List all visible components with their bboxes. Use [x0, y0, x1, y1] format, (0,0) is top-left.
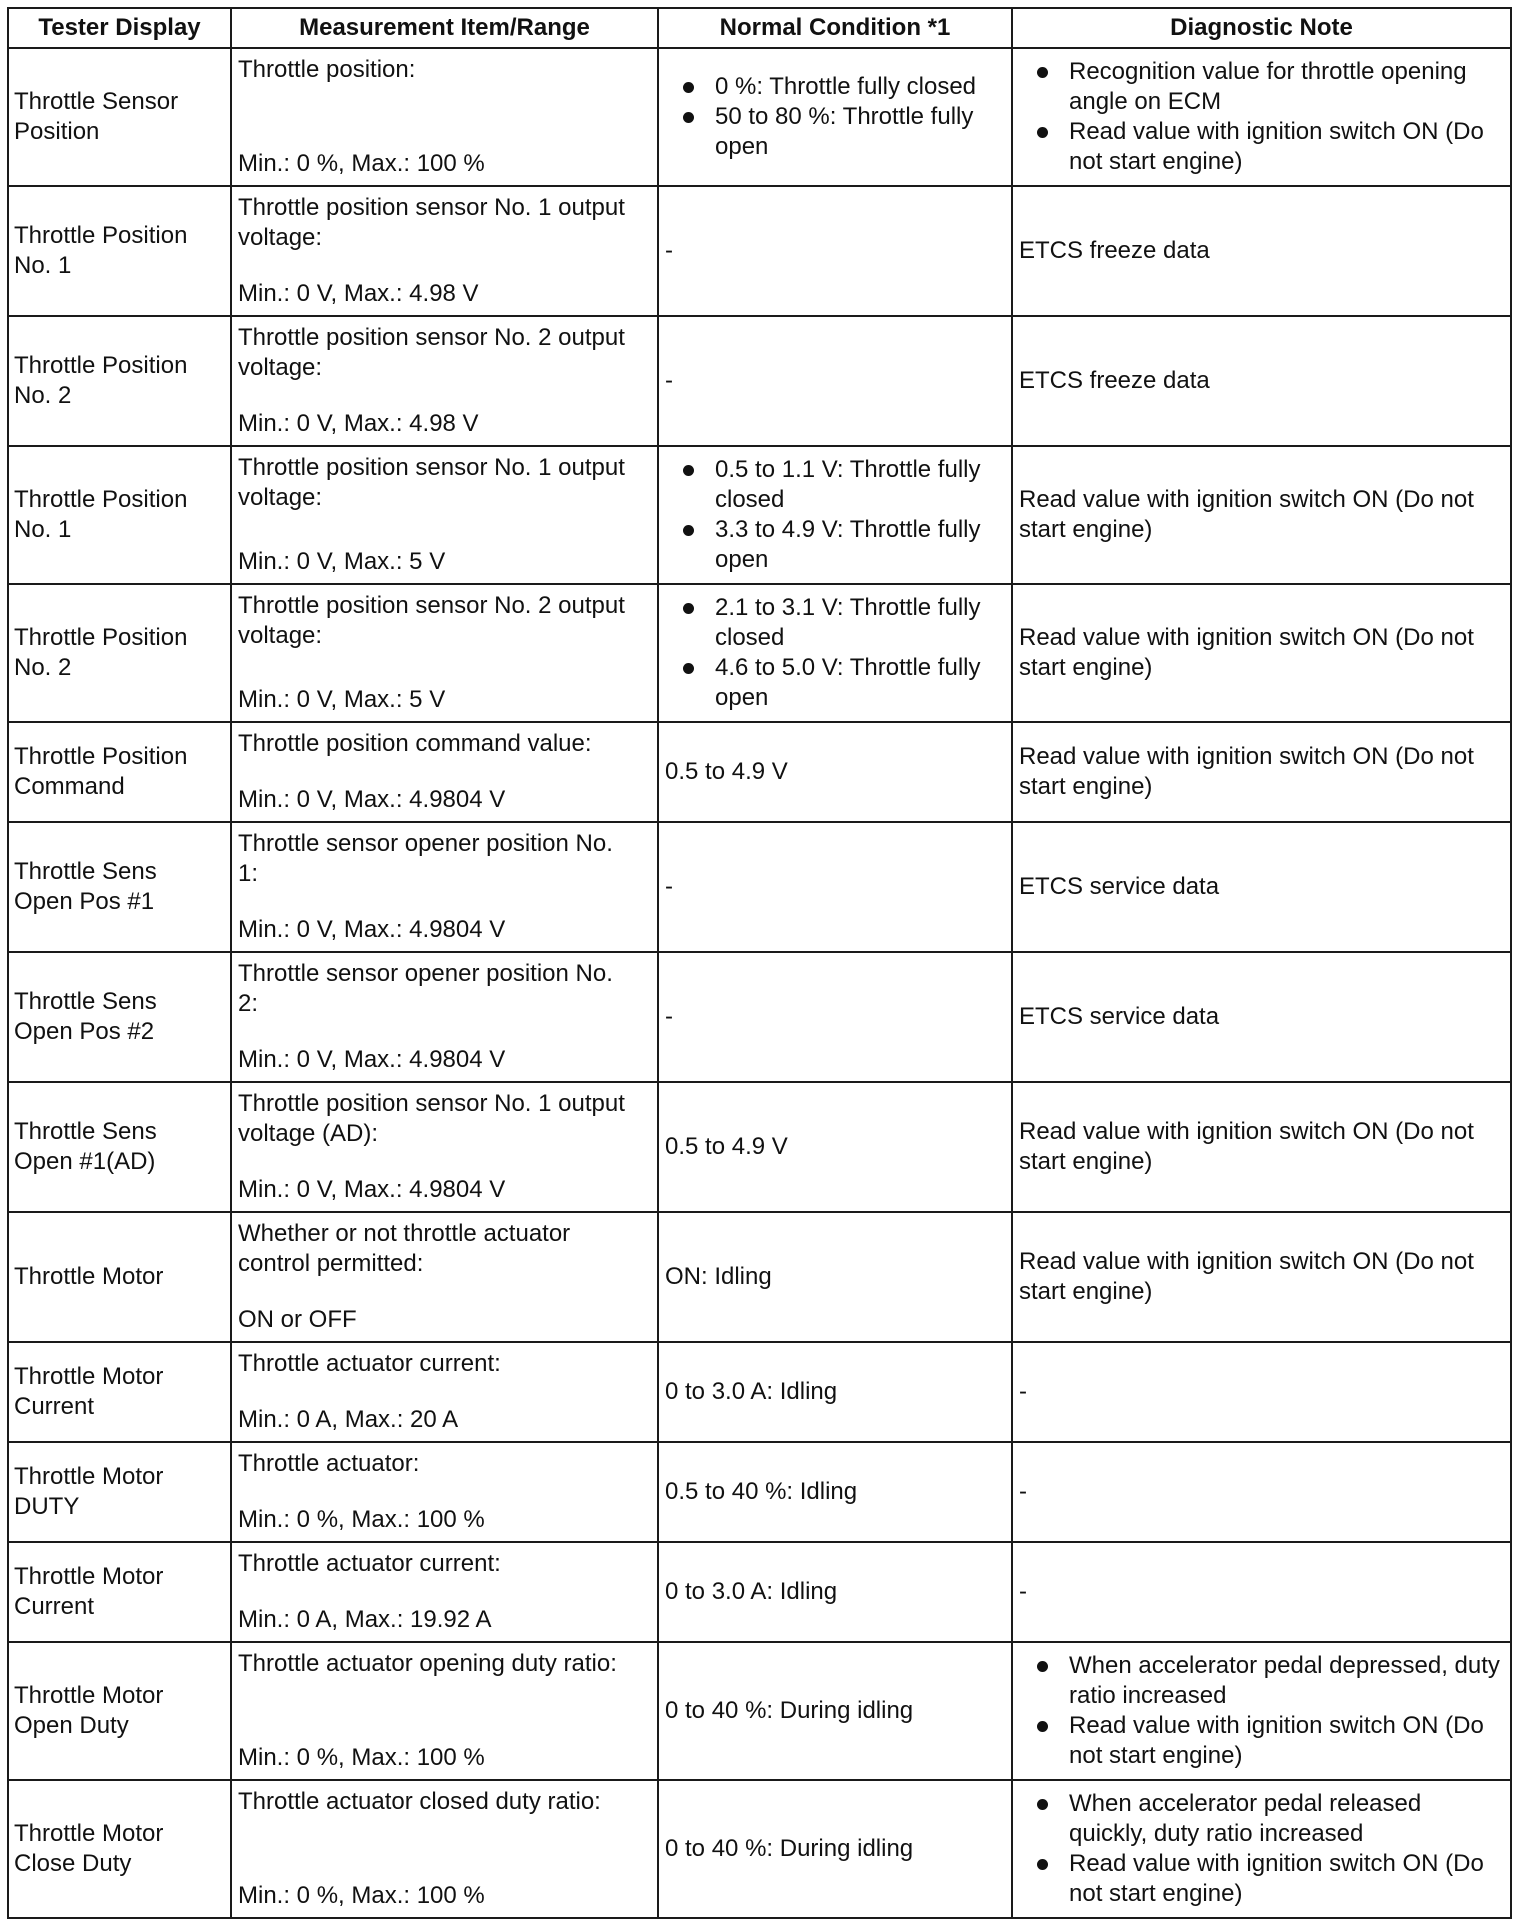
measurement-item-line: Throttle position command value:	[238, 730, 592, 757]
tester-display-cell	[8, 316, 231, 446]
tester-display-line: Open Pos #2	[14, 1018, 155, 1045]
measurement-item-line: Whether or not throttle actuator	[238, 1220, 571, 1247]
table-row	[8, 584, 1511, 722]
table-row	[8, 316, 1511, 446]
tester-display-line: Current	[14, 1593, 95, 1620]
measurement-item	[238, 829, 651, 889]
measurement-range: Min.: 0 A, Max.: 19.92 A	[238, 1606, 492, 1633]
tester-display-line: Throttle Motor	[14, 1263, 164, 1290]
normal-condition-cell	[658, 446, 1012, 584]
measurement-content	[238, 1781, 651, 1915]
tester-display-cell	[8, 1442, 231, 1542]
note-text: -	[1019, 1378, 1027, 1405]
measurement-item	[238, 323, 651, 383]
measurement-item-line: voltage:	[238, 484, 323, 511]
measurement-item-line: voltage:	[238, 622, 323, 649]
measurement-item	[238, 1549, 651, 1579]
tester-display-line: Throttle Motor	[14, 1563, 164, 1590]
diagnostic-note-cell	[1012, 316, 1511, 446]
measurement-content	[238, 1543, 651, 1639]
measurement-item-line: voltage:	[238, 354, 323, 381]
diagnostic-note-cell	[1012, 1642, 1511, 1780]
note-bullet-list	[1019, 1789, 1504, 1909]
condition-bullet-list	[665, 455, 1005, 575]
diagnostic-note-cell	[1012, 1780, 1511, 1918]
measurement-content	[238, 1343, 651, 1439]
normal-condition-cell	[658, 1780, 1012, 1918]
diagnostic-note-cell	[1012, 822, 1511, 952]
table-row	[8, 952, 1511, 1082]
diagnostic-note-cell	[1012, 48, 1511, 186]
tester-display-line: No. 1	[14, 252, 72, 279]
condition-bullet: 2.1 to 3.1 V: Throttle fully closed	[679, 593, 1005, 653]
measurement-cell	[231, 1780, 658, 1918]
table-row	[8, 1780, 1511, 1918]
note-text: Read value with ignition switch ON (Do not start engine)	[1019, 743, 1474, 800]
note-bullet: Read value with ignition switch ON (Do not start engine)	[1033, 117, 1504, 177]
table-row	[8, 1082, 1511, 1212]
tester-display-line: Throttle Position	[14, 743, 188, 770]
measurement-cell	[231, 584, 658, 722]
note-text: Read value with ignition switch ON (Do not start engine)	[1019, 624, 1474, 681]
measurement-item-line: Throttle position sensor No. 1 output	[238, 1090, 625, 1117]
condition-text: -	[665, 1003, 673, 1030]
measurement-item	[238, 729, 651, 759]
condition-bullet: 3.3 to 4.9 V: Throttle fully open	[679, 515, 1005, 575]
measurement-item	[238, 959, 651, 1019]
condition-text: 0 to 3.0 A: Idling	[665, 1578, 838, 1605]
note-bullet-list	[1019, 1651, 1504, 1771]
tester-display-line: Throttle Position	[14, 624, 188, 651]
table-row	[8, 722, 1511, 822]
measurement-content	[238, 447, 651, 581]
diagnostic-note-cell	[1012, 186, 1511, 316]
measurement-item-line: Throttle actuator closed duty ratio:	[238, 1788, 601, 1815]
measurement-cell	[231, 1212, 658, 1342]
measurement-cell	[231, 1082, 658, 1212]
condition-text: 0.5 to 40 %: Idling	[665, 1478, 858, 1505]
tester-display-line: Throttle Motor	[14, 1363, 164, 1390]
condition-text: 0 to 40 %: During idling	[665, 1835, 914, 1862]
note-text: ETCS freeze data	[1019, 237, 1210, 264]
header-row	[8, 8, 1511, 48]
tester-display-cell	[8, 1542, 231, 1642]
tester-display-line: Open #1(AD)	[14, 1148, 156, 1175]
data-list-table	[7, 7, 1512, 1919]
measurement-item-line: Throttle actuator current:	[238, 1350, 501, 1377]
tester-display-line: No. 2	[14, 654, 72, 681]
normal-condition-cell	[658, 186, 1012, 316]
diagnostic-note-cell	[1012, 722, 1511, 822]
normal-condition-cell	[658, 584, 1012, 722]
note-text: ETCS freeze data	[1019, 367, 1210, 394]
measurement-content	[238, 1443, 651, 1539]
measurement-range: Min.: 0 V, Max.: 4.98 V	[238, 280, 479, 307]
tester-display-line: DUTY	[14, 1493, 80, 1520]
note-text: Read value with ignition switch ON (Do not start engine)	[1019, 1248, 1474, 1305]
measurement-cell	[231, 316, 658, 446]
measurement-range: Min.: 0 V, Max.: 4.98 V	[238, 410, 479, 437]
measurement-item-line: Throttle position sensor No. 1 output	[238, 194, 625, 221]
measurement-content	[238, 1643, 651, 1777]
header-diagnostic-note: Diagnostic Note	[1012, 8, 1511, 48]
condition-text: -	[665, 237, 673, 264]
measurement-item-line: Throttle sensor opener position No.	[238, 960, 613, 987]
measurement-cell	[231, 1642, 658, 1780]
tester-display-line: Throttle Motor	[14, 1820, 164, 1847]
measurement-item-line: Throttle position:	[238, 56, 416, 83]
tester-display-line: Throttle Sens	[14, 1118, 157, 1145]
measurement-cell	[231, 952, 658, 1082]
tester-display-cell	[8, 1342, 231, 1442]
measurement-item	[238, 1089, 651, 1149]
note-bullet: Read value with ignition switch ON (Do not start engine)	[1033, 1711, 1504, 1771]
measurement-item	[238, 193, 651, 253]
condition-text: ON: Idling	[665, 1263, 772, 1290]
diagnostic-note-cell	[1012, 1342, 1511, 1442]
tester-display-line: Throttle Sens	[14, 988, 157, 1015]
measurement-content	[238, 723, 651, 819]
measurement-range: Min.: 0 %, Max.: 100 %	[238, 1882, 485, 1909]
header-normal-condition: Normal Condition *1	[658, 8, 1012, 48]
measurement-range: Min.: 0 %, Max.: 100 %	[238, 1744, 485, 1771]
tester-display-cell	[8, 952, 231, 1082]
note-text: Read value with ignition switch ON (Do not start engine)	[1019, 486, 1474, 543]
table-row	[8, 1442, 1511, 1542]
table-row	[8, 48, 1511, 186]
measurement-item	[238, 453, 651, 513]
measurement-range: Min.: 0 V, Max.: 5 V	[238, 548, 446, 575]
note-bullet: When accelerator pedal depressed, duty ratio increased	[1033, 1651, 1504, 1711]
measurement-content	[238, 49, 651, 183]
measurement-item-line: Throttle position sensor No. 1 output	[238, 454, 625, 481]
tester-display-cell	[8, 186, 231, 316]
normal-condition-cell	[658, 952, 1012, 1082]
normal-condition-cell	[658, 48, 1012, 186]
note-text: ETCS service data	[1019, 873, 1220, 900]
measurement-content	[238, 317, 651, 443]
note-text: ETCS service data	[1019, 1003, 1220, 1030]
condition-text: 0.5 to 4.9 V	[665, 758, 788, 785]
condition-bullet-list	[665, 593, 1005, 713]
tester-display-cell	[8, 1780, 231, 1918]
table-row	[8, 446, 1511, 584]
measurement-item-line: voltage:	[238, 224, 323, 251]
tester-display-line: Open Duty	[14, 1712, 129, 1739]
measurement-item-line: 1:	[238, 860, 259, 887]
table-row	[8, 1212, 1511, 1342]
tester-display-cell	[8, 446, 231, 584]
diagnostic-note-cell	[1012, 1442, 1511, 1542]
normal-condition-cell	[658, 822, 1012, 952]
normal-condition-cell	[658, 1342, 1012, 1442]
measurement-content	[238, 823, 651, 949]
tester-display-line: Throttle Sens	[14, 858, 157, 885]
tester-display-cell	[8, 48, 231, 186]
tester-display-line: Throttle Motor	[14, 1463, 164, 1490]
tester-display-line: Throttle Position	[14, 486, 188, 513]
diagnostic-note-cell	[1012, 446, 1511, 584]
condition-text: -	[665, 367, 673, 394]
table-row	[8, 1642, 1511, 1780]
tester-display-line: Throttle Sensor	[14, 88, 179, 115]
condition-text: 0 to 3.0 A: Idling	[665, 1378, 838, 1405]
header-tester-display: Tester Display	[8, 8, 231, 48]
measurement-item-line: Throttle actuator opening duty ratio:	[238, 1650, 617, 1677]
measurement-range: Min.: 0 %, Max.: 100 %	[238, 1506, 485, 1533]
normal-condition-cell	[658, 1542, 1012, 1642]
tester-display-line: No. 2	[14, 382, 72, 409]
measurement-item-line: Throttle sensor opener position No.	[238, 830, 613, 857]
measurement-range: Min.: 0 V, Max.: 5 V	[238, 686, 446, 713]
normal-condition-cell	[658, 1212, 1012, 1342]
tester-display-cell	[8, 722, 231, 822]
tester-display-line: Throttle Position	[14, 352, 188, 379]
measurement-cell	[231, 722, 658, 822]
diagnostic-note-cell	[1012, 1542, 1511, 1642]
normal-condition-cell	[658, 316, 1012, 446]
tester-display-cell	[8, 1082, 231, 1212]
measurement-item-line: control permitted:	[238, 1250, 424, 1277]
measurement-item	[238, 1787, 651, 1817]
condition-bullet: 0 %: Throttle fully closed	[679, 72, 1005, 102]
tester-display-line: Current	[14, 1393, 95, 1420]
condition-bullet: 4.6 to 5.0 V: Throttle fully open	[679, 653, 1005, 713]
tester-display-line: Close Duty	[14, 1850, 132, 1877]
note-bullet: Recognition value for throttle opening angle on ECM	[1033, 57, 1504, 117]
measurement-range: Min.: 0 V, Max.: 4.9804 V	[238, 1046, 506, 1073]
measurement-cell	[231, 48, 658, 186]
measurement-item-line: Throttle actuator:	[238, 1450, 420, 1477]
measurement-item-line: Throttle actuator current:	[238, 1550, 501, 1577]
measurement-range: Min.: 0 V, Max.: 4.9804 V	[238, 1176, 506, 1203]
measurement-range: ON or OFF	[238, 1306, 357, 1333]
measurement-range: Min.: 0 A, Max.: 20 A	[238, 1406, 459, 1433]
measurement-cell	[231, 446, 658, 584]
note-bullet: When accelerator pedal released quickly, duty ratio increased	[1033, 1789, 1504, 1849]
condition-text: -	[665, 873, 673, 900]
measurement-content	[238, 1213, 651, 1339]
measurement-item	[238, 1649, 651, 1679]
measurement-range: Min.: 0 V, Max.: 4.9804 V	[238, 786, 506, 813]
measurement-item	[238, 591, 651, 651]
note-bullet: Read value with ignition switch ON (Do not start engine)	[1033, 1849, 1504, 1909]
note-text: -	[1019, 1478, 1027, 1505]
diagnostic-note-cell	[1012, 1212, 1511, 1342]
measurement-cell	[231, 822, 658, 952]
note-bullet-list	[1019, 57, 1504, 177]
measurement-item	[238, 55, 651, 85]
header-measurement: Measurement Item/Range	[231, 8, 658, 48]
measurement-content	[238, 953, 651, 1079]
tester-display-cell	[8, 1642, 231, 1780]
tester-display-cell	[8, 1212, 231, 1342]
table-row	[8, 822, 1511, 952]
tester-display-cell	[8, 822, 231, 952]
table-body	[8, 48, 1511, 1918]
measurement-range: Min.: 0 %, Max.: 100 %	[238, 150, 485, 177]
tester-display-line: Throttle Motor	[14, 1682, 164, 1709]
normal-condition-cell	[658, 1642, 1012, 1780]
measurement-content	[238, 1083, 651, 1209]
measurement-item-line: Throttle position sensor No. 2 output	[238, 324, 625, 351]
measurement-item	[238, 1449, 651, 1479]
diagnostic-note-cell	[1012, 1082, 1511, 1212]
measurement-range: Min.: 0 V, Max.: 4.9804 V	[238, 916, 506, 943]
condition-bullet: 50 to 80 %: Throttle fully open	[679, 102, 1005, 162]
normal-condition-cell	[658, 1442, 1012, 1542]
diagnostic-note-cell	[1012, 584, 1511, 722]
measurement-cell	[231, 1342, 658, 1442]
measurement-item-line: 2:	[238, 990, 259, 1017]
normal-condition-cell	[658, 1082, 1012, 1212]
tester-display-line: Open Pos #1	[14, 888, 155, 915]
tester-display-line: Throttle Position	[14, 222, 188, 249]
table-row	[8, 1542, 1511, 1642]
measurement-content	[238, 187, 651, 313]
measurement-cell	[231, 1442, 658, 1542]
tester-display-line: No. 1	[14, 516, 72, 543]
tester-display-cell	[8, 584, 231, 722]
condition-text: 0 to 40 %: During idling	[665, 1697, 914, 1724]
condition-text: 0.5 to 4.9 V	[665, 1133, 788, 1160]
condition-bullet: 0.5 to 1.1 V: Throttle fully closed	[679, 455, 1005, 515]
tester-display-line: Command	[14, 773, 125, 800]
table-row	[8, 186, 1511, 316]
measurement-item	[238, 1219, 651, 1279]
note-text: -	[1019, 1578, 1027, 1605]
measurement-item-line: Throttle position sensor No. 2 output	[238, 592, 625, 619]
measurement-cell	[231, 1542, 658, 1642]
data-list-table-container	[7, 7, 1510, 1919]
tester-display-line: Position	[14, 118, 100, 145]
measurement-item-line: voltage (AD):	[238, 1120, 379, 1147]
note-text: Read value with ignition switch ON (Do not start engine)	[1019, 1118, 1474, 1175]
measurement-content	[238, 585, 651, 719]
table-row	[8, 1342, 1511, 1442]
measurement-cell	[231, 186, 658, 316]
diagnostic-note-cell	[1012, 952, 1511, 1082]
normal-condition-cell	[658, 722, 1012, 822]
condition-bullet-list	[665, 72, 1005, 162]
measurement-item	[238, 1349, 651, 1379]
